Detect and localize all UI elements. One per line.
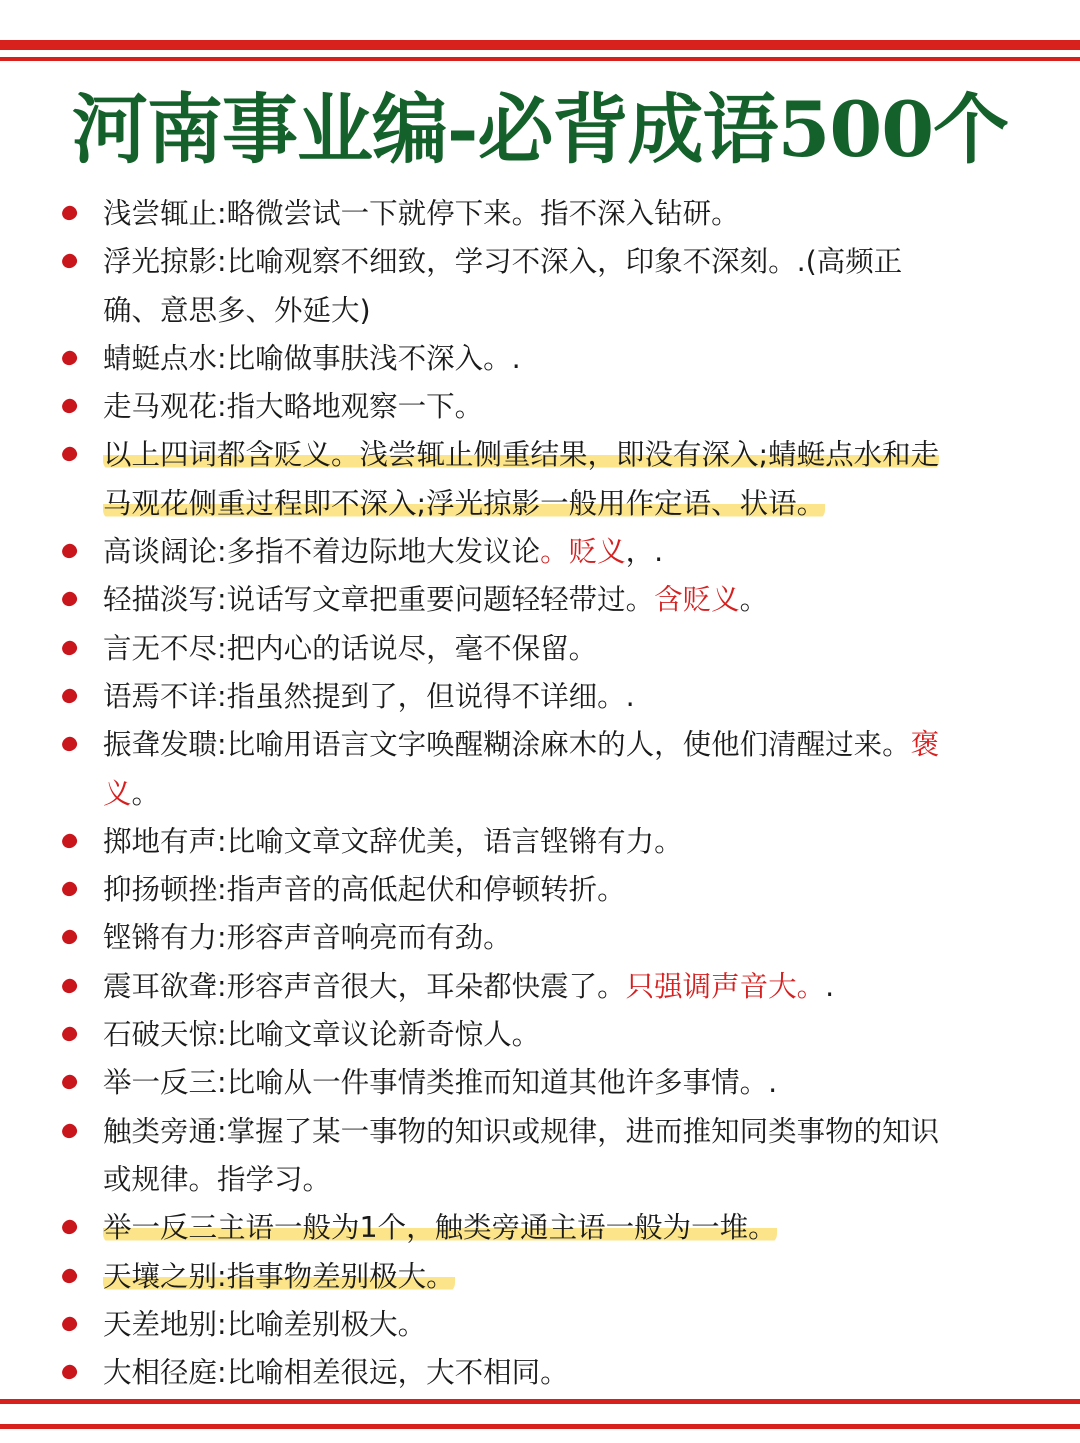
item-text bbox=[103, 1163, 331, 1196]
bullet-dot-icon bbox=[60, 928, 79, 946]
item-text-main: 振聋发聩:比喻用语言文字唤醒糊涂麻木的人，使他们清醒过来。 bbox=[103, 728, 911, 762]
item-text-main: 蜻蜓点水:比喻做事肤浅不深入。. bbox=[103, 341, 521, 375]
item-text bbox=[103, 970, 834, 1003]
list-item-continuation bbox=[0, 287, 1038, 335]
item-text-main: 举一反三主语一般为1个，触类旁通主语一般为一堆。 bbox=[103, 1211, 777, 1245]
item-text-tail: ，. bbox=[625, 535, 664, 569]
list-item bbox=[0, 431, 1038, 479]
list-item bbox=[0, 1011, 1038, 1059]
red-annotation: 。贬义 bbox=[540, 535, 626, 569]
bullet-dot-icon bbox=[60, 687, 79, 705]
bullet-dot-icon bbox=[60, 397, 79, 415]
list-item bbox=[0, 866, 1038, 914]
bottom-red-rule-thin bbox=[0, 1424, 1080, 1429]
list-item bbox=[0, 238, 1038, 286]
item-text bbox=[103, 680, 635, 713]
item-text bbox=[103, 245, 902, 278]
top-red-rule-thick bbox=[0, 40, 1080, 50]
bullet-dot-icon bbox=[60, 977, 79, 995]
highlighted-text bbox=[103, 438, 939, 471]
red-annotation: 只强调声音大。 bbox=[625, 969, 826, 1003]
item-text-tail: 。 bbox=[131, 776, 161, 810]
bullet-dot-icon bbox=[60, 204, 79, 222]
item-text-main: 或规律。指学习。 bbox=[103, 1162, 332, 1196]
list-item bbox=[0, 1349, 1038, 1397]
bullet-dot-icon bbox=[60, 1121, 79, 1139]
item-text bbox=[103, 197, 740, 230]
bullet-dot-icon bbox=[60, 1073, 79, 1091]
bullet-dot-icon bbox=[60, 542, 79, 560]
item-text bbox=[103, 777, 160, 810]
bullet-dot-icon bbox=[60, 639, 79, 657]
list-item bbox=[0, 576, 1038, 624]
list-item bbox=[0, 335, 1038, 383]
list-item bbox=[0, 721, 1038, 769]
list-item bbox=[0, 625, 1038, 673]
list-item-continuation bbox=[0, 1156, 1038, 1204]
top-red-rule-thin bbox=[0, 57, 1080, 61]
item-text bbox=[103, 1066, 777, 1099]
bullet-dot-icon bbox=[60, 832, 79, 850]
item-text bbox=[103, 1018, 540, 1051]
bullet-dot-icon bbox=[60, 880, 79, 898]
item-text-main: 抑扬顿挫:指声音的高低起伏和停顿转折。 bbox=[103, 873, 626, 907]
item-text-main: 走马观花:指大略地观察一下。 bbox=[103, 390, 484, 424]
bottom-red-rule-thick bbox=[0, 1399, 1080, 1404]
list-item bbox=[0, 528, 1038, 576]
item-text bbox=[103, 1115, 939, 1148]
list-item bbox=[0, 1204, 1038, 1252]
red-annotation: 义 bbox=[103, 776, 132, 810]
item-text bbox=[103, 632, 597, 665]
item-text bbox=[103, 1308, 426, 1341]
item-text-main: 浅尝辄止:略微尝试一下就停下来。指不深入钻研。 bbox=[103, 197, 740, 230]
item-text bbox=[103, 1356, 569, 1389]
item-text-main: 语焉不详:指虽然提到了，但说得不详细。. bbox=[103, 679, 635, 713]
list-item-continuation bbox=[0, 770, 1038, 818]
red-annotation: 含贬义 bbox=[654, 583, 740, 617]
highlighted-text bbox=[103, 487, 825, 520]
item-text bbox=[103, 873, 626, 906]
bullet-dot-icon bbox=[60, 445, 79, 463]
idiom-list bbox=[0, 190, 1080, 1397]
item-text-main: 震耳欲聋:形容声音很大，耳朵都快震了。 bbox=[103, 969, 626, 1003]
bullet-dot-icon bbox=[60, 735, 79, 753]
item-text-main: 轻描淡写:说话写文章把重要问题轻轻带过。 bbox=[103, 583, 655, 617]
item-text-main: 铿锵有力:形容声音响亮而有劲。 bbox=[103, 921, 512, 955]
item-text-tail: . bbox=[825, 969, 835, 1003]
item-text bbox=[103, 342, 521, 375]
bullet-dot-icon bbox=[60, 1363, 79, 1381]
list-item bbox=[0, 190, 1038, 238]
item-text-main: 大相径庭:比喻相差很远，大不相同。 bbox=[103, 1356, 569, 1390]
bullet-dot-icon bbox=[60, 349, 79, 367]
bullet-dot-icon bbox=[60, 590, 79, 608]
list-item bbox=[0, 1108, 1038, 1156]
highlighted-text bbox=[103, 1211, 777, 1244]
item-text-main: 确、意思多、外延大) bbox=[103, 293, 371, 327]
list-item bbox=[0, 1059, 1038, 1107]
list-item bbox=[0, 1301, 1038, 1349]
item-text-tail: 。 bbox=[739, 583, 769, 617]
item-text bbox=[103, 728, 939, 761]
item-text-main: 高谈阔论:多指不着边际地大发议论 bbox=[103, 535, 541, 569]
bullet-dot-icon bbox=[60, 1218, 79, 1236]
bullet-dot-icon bbox=[60, 1025, 79, 1043]
page-title: 河南事业编-必背成语500个 bbox=[71, 85, 1009, 174]
item-text-main: 天差地别:比喻差别极大。 bbox=[103, 1307, 427, 1341]
item-text-main: 举一反三:比喻从一件事情类推而知道其他许多事情。. bbox=[103, 1066, 778, 1100]
bullet-dot-icon bbox=[60, 1266, 79, 1284]
item-text-main: 以上四词都含贬义。浅尝辄止侧重结果，即没有深入;蜻蜓点水和走 bbox=[103, 438, 940, 472]
list-item bbox=[0, 914, 1038, 962]
item-text bbox=[103, 294, 371, 327]
item-text-main: 浮光掠影:比喻观察不细致，学习不深入，印象不深刻。.(高频正 bbox=[103, 245, 903, 279]
item-text bbox=[103, 921, 512, 954]
item-text bbox=[103, 825, 683, 858]
item-text-main: 触类旁通:掌握了某一事物的知识或规律，进而推知同类事物的知识 bbox=[103, 1114, 940, 1148]
item-text-main: 石破天惊:比喻文章议论新奇惊人。 bbox=[103, 1018, 541, 1052]
item-text bbox=[103, 535, 663, 568]
list-item bbox=[0, 383, 1038, 431]
bullet-dot-icon bbox=[60, 1315, 79, 1333]
item-text-main: 言无不尽:把内心的话说尽，毫不保留。 bbox=[103, 631, 598, 665]
item-text-main: 掷地有声:比喻文章文辞优美，语言铿锵有力。 bbox=[103, 824, 683, 858]
bullet-dot-icon bbox=[60, 252, 79, 270]
list-item bbox=[0, 1253, 1038, 1301]
highlighted-text bbox=[103, 1260, 455, 1293]
list-item bbox=[0, 673, 1038, 721]
item-text-main: 马观花侧重过程即不深入;浮光掠影一般用作定语、状语。 bbox=[103, 486, 826, 520]
red-annotation: 褒 bbox=[910, 728, 940, 762]
item-text bbox=[103, 583, 768, 616]
item-text-main: 天壤之别:指事物差别极大。 bbox=[103, 1259, 455, 1293]
list-item-continuation bbox=[0, 480, 1038, 528]
list-item bbox=[0, 818, 1038, 866]
item-text bbox=[103, 390, 483, 423]
list-item bbox=[0, 963, 1038, 1011]
